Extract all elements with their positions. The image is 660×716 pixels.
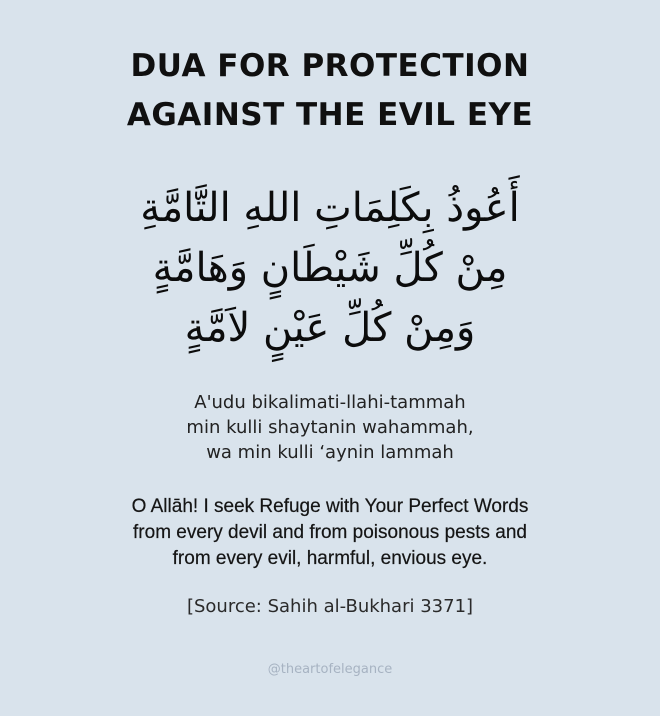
translation xyxy=(0,494,660,572)
arabic-line-3: وَمِنْ كُلِّ عَيْنٍ لاَمَّةٍ xyxy=(184,305,476,351)
translation-line-2: from every devil and from poisonous pests and xyxy=(133,522,527,543)
page-title xyxy=(0,42,660,140)
arabic-line-2: مِنْ كُلِّ شَيْطَانٍ وَهَامَّةٍ xyxy=(152,245,508,291)
title-line-1: DUA FOR PROTECTION xyxy=(130,48,530,84)
transliteration-line-1: A'udu bikalimati-llahi-tammah xyxy=(194,392,466,413)
title-line-2: AGAINST THE EVIL EYE xyxy=(126,97,534,133)
watermark: @theartofelegance xyxy=(267,662,393,677)
arabic-line-1: أَعُوذُ بِكَلِمَاتِ اللهِ التَّامَّةِ xyxy=(140,185,520,231)
arabic-text xyxy=(0,178,660,358)
translation-line-3: from every evil, harmful, envious eye. xyxy=(172,548,488,569)
translation-line-1: O Allāh! I seek Refuge with Your Perfect Words xyxy=(131,496,529,517)
transliteration-line-2: min kulli shaytanin wahammah, xyxy=(186,417,474,438)
transliteration-line-3: wa min kulli ‘aynin lammah xyxy=(206,442,454,463)
transliteration xyxy=(0,390,660,465)
source-citation: [Source: Sahih al-Bukhari 3371] xyxy=(186,596,474,617)
